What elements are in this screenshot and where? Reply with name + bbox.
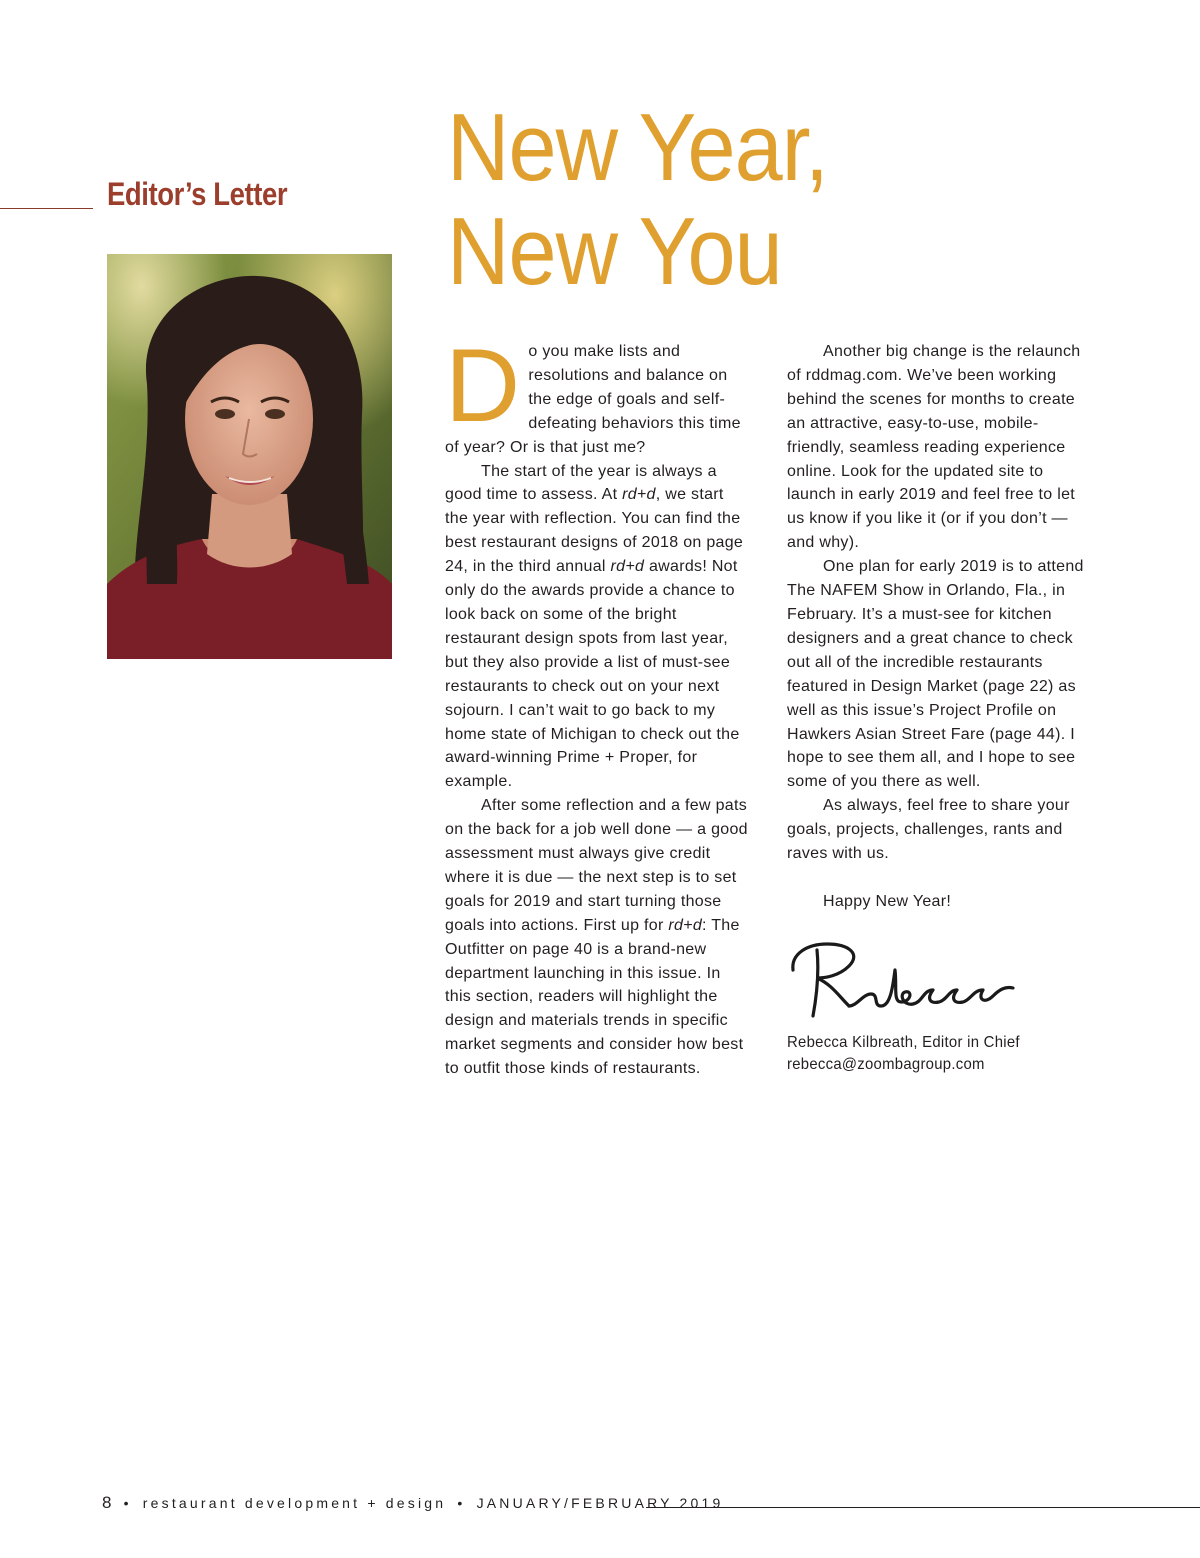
headline-line-1: New Year, <box>447 94 828 201</box>
paragraph-2-text-b: , we start the year with reflection. You can find the best restaurant designs of 2018 on page 24, in the third annual <box>445 486 744 576</box>
headline <box>447 96 828 304</box>
paragraph-1-text: o you make lists and resolutions and balance on the edge of goals and self-defeating behaviors this time of year? Or is that just me? <box>445 343 741 456</box>
paragraph-1 <box>445 328 750 460</box>
closing-greeting: Happy New Year! <box>823 892 952 910</box>
drop-cap: D <box>445 328 521 444</box>
brand-rdd: rd+d <box>668 916 703 934</box>
author-email: rebecca@zoombagroup.com <box>787 1055 985 1073</box>
section-label: Editor’s Letter <box>107 176 288 212</box>
paragraph-3-text-a: After some reflection and a few pats on the back for a job well done — a good assessment must always give credit where it is due — the next step is to set goals for 2019 and start turning those goals into actions. First up for <box>445 797 748 934</box>
paragraph-2 <box>445 460 750 795</box>
editor-photo <box>107 254 392 659</box>
article-column-1 <box>445 328 750 1081</box>
brand-rdd: rd+d <box>610 558 645 576</box>
paragraph-3 <box>445 794 750 1081</box>
page-number: 8 <box>102 1493 113 1512</box>
paragraph-4: Another big change is the relaunch of rddmag.com. We’ve been working behind the scenes for months to create an attractive, easy-to-use, mobile-friendly, seamless reading experience online. Look for the updated site to launch in early 2019 and feel free to let us know if you like it (or if you don’t — and why). <box>787 343 1081 552</box>
signature-image <box>787 940 1019 1022</box>
paragraph-6: As always, feel free to share your goals, projects, challenges, rants and raves with us. <box>787 797 1070 863</box>
issue-date: JANUARY/FEBRUARY 2019 <box>476 1495 724 1511</box>
paragraph-5: One plan for early 2019 is to attend The NAFEM Show in Orlando, Fla., in February. It’s a must-see for kitchen designers and a great chance to check out all of the incredible restaurants featured in Design Market (page 22) as well as this issue’s Project Profile on Hawkers Asian Street Fare (page 44). I hope to see them all, and I hope to see some of you there as well. <box>787 558 1084 791</box>
article-column-2 <box>787 340 1092 1076</box>
page-footer <box>102 1493 724 1513</box>
section-rule <box>0 208 93 209</box>
paragraph-spacer <box>787 866 1092 890</box>
footer-separator: • <box>457 1495 466 1511</box>
brand-rdd: rd+d <box>622 486 656 504</box>
publication-name: restaurant development + design <box>142 1495 447 1511</box>
headline-line-2: New You <box>447 198 782 305</box>
paragraph-3-text-b: : The Outfitter on page 40 is a brand-new department launching in this issue. In this section, readers will highlight the design and materials trends in specific market segments and consider how best to outfit those kinds of restaurants. <box>445 916 744 1078</box>
footer-separator: • <box>123 1495 132 1511</box>
author-name-title: Rebecca Kilbreath, Editor in Chief <box>787 1033 1020 1051</box>
footer-rule <box>646 1507 1200 1508</box>
paragraph-2-text-a: The start of the year is always a good time to assess. At <box>445 462 717 504</box>
paragraph-2-text-c: awards! Not only do the awards provide a chance to look back on some of the bright restaurant design spots from last year, but they also provide a list of must-see restaurants to check out on your next sojourn. I can’t wait to go back to my home state of Michigan to check out the award-winning Prime + Proper, for example. <box>445 558 740 791</box>
